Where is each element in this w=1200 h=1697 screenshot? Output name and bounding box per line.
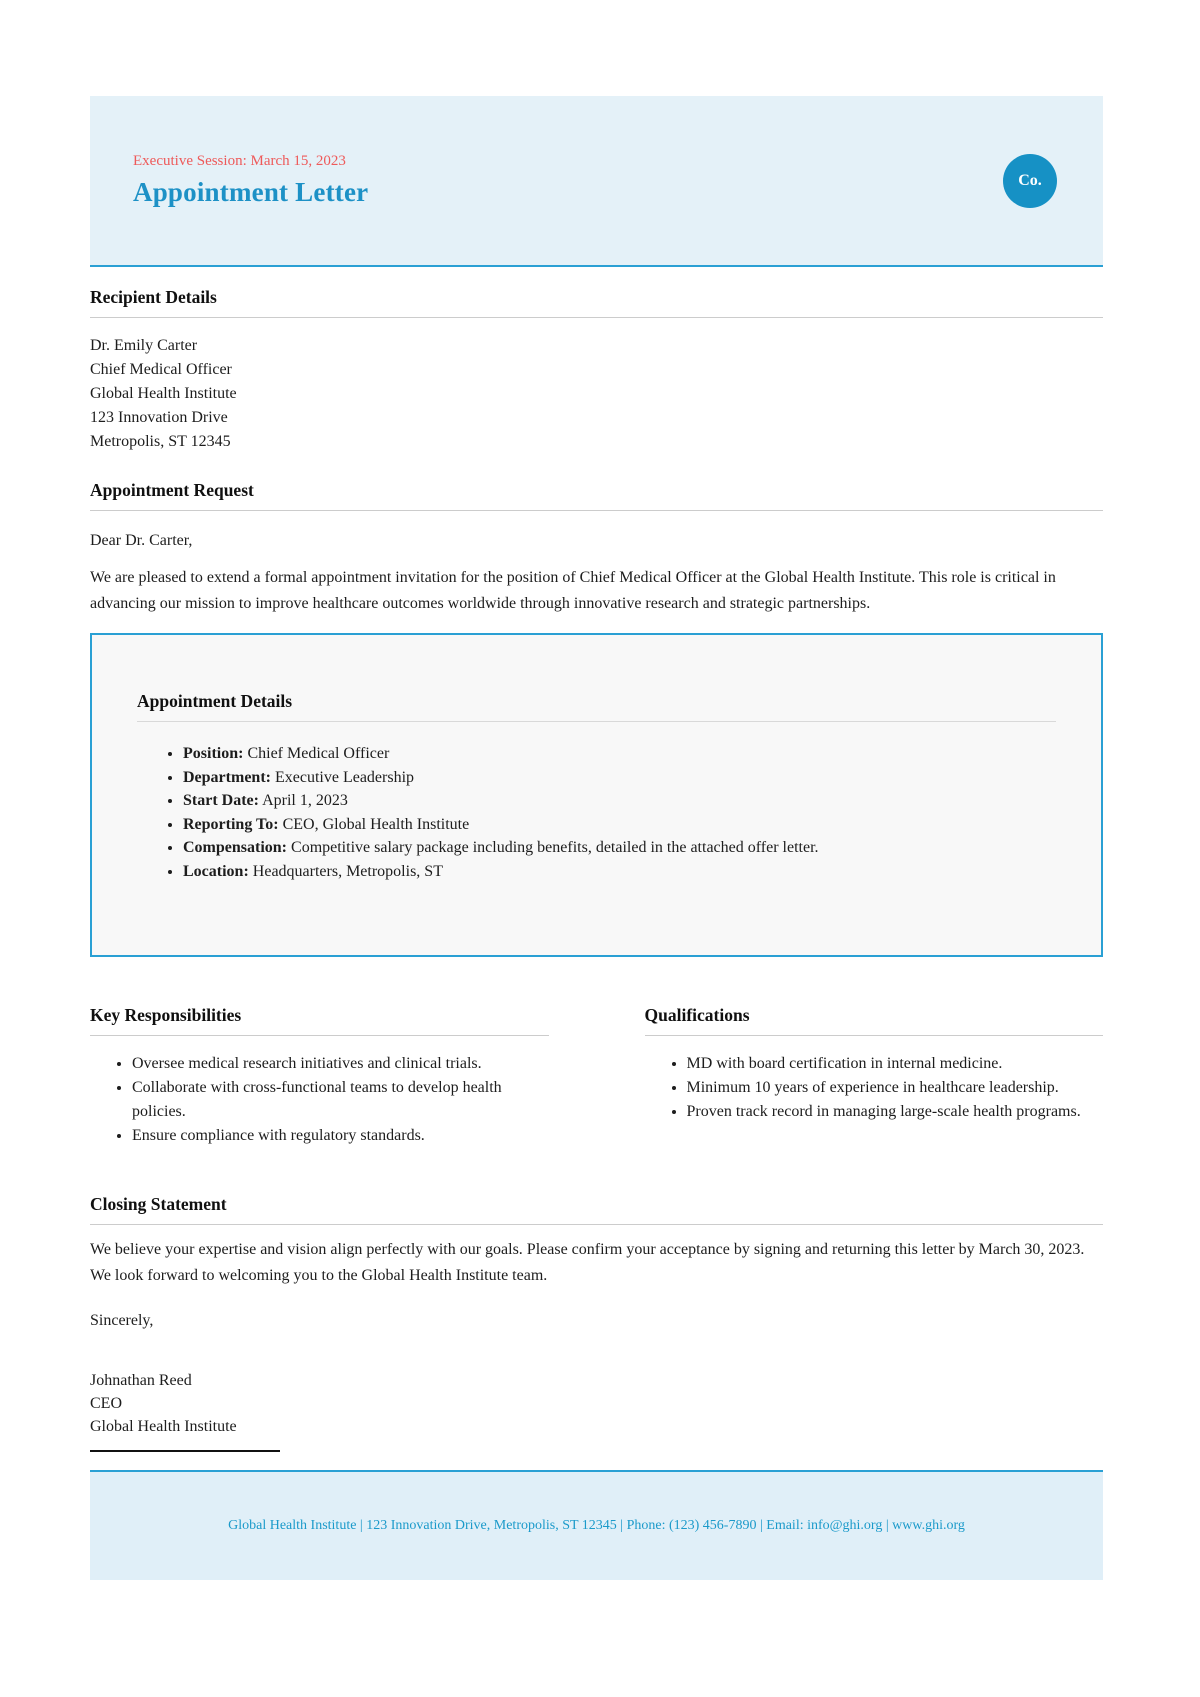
salutation: Dear Dr. Carter,: [90, 532, 193, 549]
qualification-item: • Proven track record in managing large-scale health programs.: [687, 1100, 1104, 1124]
session-date-label: Executive Session: March 15, 2023: [133, 153, 346, 169]
appointment-details-box: [90, 633, 1103, 957]
header-title-group: [133, 153, 368, 208]
detail-item: [183, 789, 1056, 813]
key-responsibilities-heading: Key Responsibilities: [90, 1005, 549, 1036]
detail-label: Position:: [183, 745, 244, 762]
detail-item: [183, 742, 1056, 766]
company-logo-badge: Co.: [1003, 154, 1057, 208]
signature-role: CEO: [90, 1395, 122, 1412]
address-line: 123 Innovation Drive: [90, 409, 228, 426]
qualifications-heading: Qualifications: [645, 1005, 1104, 1036]
letter-footer: [90, 1470, 1103, 1580]
address-line: Dr. Emily Carter: [90, 337, 198, 354]
detail-value: Chief Medical Officer: [247, 745, 390, 762]
detail-label: Start Date:: [183, 792, 259, 809]
recipient-address-block: [90, 334, 1103, 454]
letter-header: [90, 96, 1103, 267]
closing-statement-heading: Closing Statement: [90, 1194, 1103, 1225]
closing-paragraph: We believe your expertise and vision align perfectly with our goals. Please confirm your acceptance by signing and returning this letter by March 30, 2023. We look forward to welcoming you to the Global Health Institute team.: [90, 1241, 1085, 1284]
detail-value: CEO, Global Health Institute: [282, 815, 470, 833]
signature-company: Global Health Institute: [90, 1418, 237, 1435]
signature-block: [90, 1369, 1103, 1438]
footer-contact-text: Global Health Institute | 123 Innovation Drive, Metropolis, ST 12345 | Phone: (123) 456-7890 | Email: info@ghi.org | www.ghi.org: [228, 1518, 965, 1533]
detail-label: Compensation:: [183, 839, 288, 856]
address-line: Chief Medical Officer: [90, 361, 232, 378]
detail-value: April 1, 2023: [262, 792, 348, 809]
appointment-details-heading: Appointment Details: [137, 691, 1056, 722]
request-paragraph: We are pleased to extend a formal appointment invitation for the position of Chief Medical Officer at the Global Health Institute. This role is critical in advancing our mission to improve healthcare outcomes worldwide through innovative research and strategic partnerships.: [90, 569, 1056, 612]
page-title: Appointment Letter: [133, 177, 369, 207]
qualification-item: • Minimum 10 years of experience in healthcare leadership.: [687, 1076, 1104, 1100]
two-column-section: [90, 1005, 1103, 1148]
detail-item: [183, 766, 1056, 790]
detail-item: [183, 836, 1056, 860]
recipient-details-heading: Recipient Details: [90, 287, 1103, 318]
address-line: Global Health Institute: [90, 385, 237, 402]
address-line: Metropolis, ST 12345: [90, 433, 231, 450]
signature-line: [90, 1450, 280, 1452]
responsibility-item: • Ensure compliance with regulatory standards.: [132, 1124, 549, 1148]
appointment-details-list: [137, 742, 1056, 883]
detail-label: Department:: [183, 768, 271, 786]
detail-value: Executive Leadership: [274, 768, 415, 786]
qualifications-list: [645, 1052, 1104, 1124]
detail-value: Headquarters, Metropolis, ST: [252, 862, 443, 880]
detail-label: Reporting To:: [183, 815, 279, 833]
qualifications-column: [645, 1005, 1104, 1148]
responsibility-item: • Oversee medical research initiatives and clinical trials.: [132, 1052, 549, 1076]
appointment-request-heading: Appointment Request: [90, 480, 1103, 511]
responsibility-item: • Collaborate with cross-functional teams to develop health policies.: [132, 1076, 549, 1124]
signature-name: Johnathan Reed: [90, 1372, 192, 1389]
responsibilities-list: [90, 1052, 549, 1148]
detail-item: [183, 813, 1056, 837]
responsibilities-column: [90, 1005, 549, 1148]
detail-label: Location:: [183, 862, 249, 880]
detail-item: [183, 860, 1056, 884]
signoff: Sincerely,: [90, 1312, 154, 1329]
qualification-item: • MD with board certification in internal medicine.: [687, 1052, 1104, 1076]
detail-value: Competitive salary package including benefits, detailed in the attached offer letter.: [291, 839, 819, 856]
